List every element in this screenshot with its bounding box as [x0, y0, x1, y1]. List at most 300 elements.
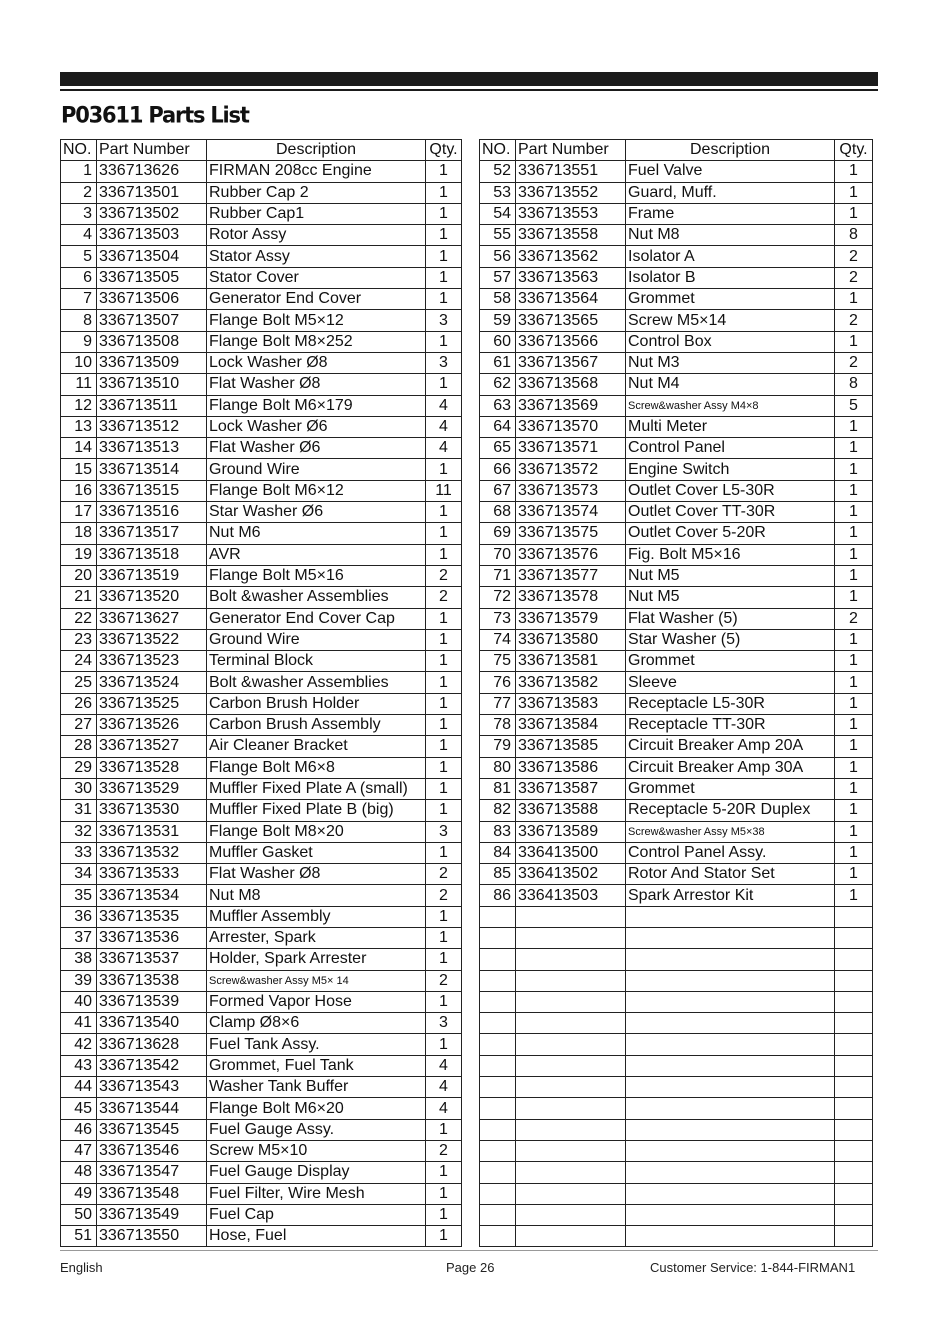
table-row [61, 438, 462, 459]
row-part-number: 336713527 [97, 736, 207, 757]
row-no [480, 1119, 516, 1140]
row-part-number: 336713536 [97, 927, 207, 948]
table-row [480, 608, 873, 629]
table-row [61, 991, 462, 1012]
row-part-number: 336713577 [516, 565, 626, 586]
row-no: 67 [480, 480, 516, 501]
row-description: Nut M8 [626, 225, 835, 246]
table-row [480, 1162, 873, 1183]
row-description [626, 906, 835, 927]
row-description: Outlet Cover 5-20R [626, 523, 835, 544]
table-row [480, 544, 873, 565]
row-qty: 1 [426, 331, 462, 352]
row-no: 43 [61, 1055, 97, 1076]
row-qty: 3 [426, 821, 462, 842]
row-part-number: 336413502 [516, 864, 626, 885]
row-no [480, 949, 516, 970]
row-no: 25 [61, 672, 97, 693]
row-no: 21 [61, 587, 97, 608]
row-no: 1 [61, 161, 97, 182]
table-row [480, 672, 873, 693]
row-part-number [516, 1055, 626, 1076]
row-qty: 1 [835, 842, 873, 863]
row-qty: 1 [426, 736, 462, 757]
table-row [61, 651, 462, 672]
row-qty: 2 [835, 352, 873, 373]
row-no: 62 [480, 374, 516, 395]
table-row [480, 1119, 873, 1140]
row-description: Muffler Assembly [207, 906, 426, 927]
row-part-number: 336713528 [97, 757, 207, 778]
row-no: 51 [61, 1226, 97, 1247]
row-description: Generator End Cover Cap [207, 608, 426, 629]
row-qty: 8 [835, 374, 873, 395]
parts-table-right [479, 139, 873, 1247]
row-qty: 3 [426, 1013, 462, 1034]
table-row [480, 480, 873, 501]
row-description: Lock Washer Ø6 [207, 416, 426, 437]
row-no: 86 [480, 885, 516, 906]
row-no: 33 [61, 842, 97, 863]
row-qty: 1 [426, 267, 462, 288]
table-row [480, 203, 873, 224]
row-part-number: 336713569 [516, 395, 626, 416]
row-part-number: 336713570 [516, 416, 626, 437]
row-description: Rubber Cap1 [207, 203, 426, 224]
row-qty: 1 [835, 778, 873, 799]
row-qty: 1 [426, 1183, 462, 1204]
table-row [61, 374, 462, 395]
row-qty: 1 [835, 203, 873, 224]
row-no: 38 [61, 949, 97, 970]
row-description: Flat Washer Ø8 [207, 864, 426, 885]
row-no: 24 [61, 651, 97, 672]
row-no: 82 [480, 800, 516, 821]
table-row [61, 544, 462, 565]
row-no: 46 [61, 1119, 97, 1140]
table-row [61, 565, 462, 586]
row-no: 81 [480, 778, 516, 799]
row-part-number: 336713568 [516, 374, 626, 395]
row-no: 19 [61, 544, 97, 565]
row-no: 28 [61, 736, 97, 757]
row-part-number: 336713537 [97, 949, 207, 970]
table-row [61, 480, 462, 501]
row-qty: 1 [426, 693, 462, 714]
table-row [480, 1098, 873, 1119]
row-qty: 1 [835, 331, 873, 352]
row-no: 22 [61, 608, 97, 629]
row-description: Receptacle L5-30R [626, 693, 835, 714]
row-description: Receptacle 5-20R Duplex [626, 800, 835, 821]
table-row [61, 736, 462, 757]
table-row [61, 289, 462, 310]
row-qty: 1 [426, 629, 462, 650]
table-row [61, 1204, 462, 1225]
table-row [61, 395, 462, 416]
row-description: Air Cleaner Bracket [207, 736, 426, 757]
row-no: 32 [61, 821, 97, 842]
table-row [61, 757, 462, 778]
row-no [480, 1162, 516, 1183]
row-qty: 1 [426, 906, 462, 927]
row-description: Muffler Fixed Plate B (big) [207, 800, 426, 821]
row-qty [835, 1140, 873, 1161]
row-qty: 1 [426, 374, 462, 395]
row-part-number [516, 1098, 626, 1119]
row-no: 72 [480, 587, 516, 608]
row-no: 55 [480, 225, 516, 246]
row-part-number: 336713514 [97, 459, 207, 480]
table-header-row [61, 140, 462, 161]
row-no: 79 [480, 736, 516, 757]
row-qty: 11 [426, 480, 462, 501]
row-description: Screw&washer Assy M5× 14 [207, 970, 426, 991]
row-no: 41 [61, 1013, 97, 1034]
row-qty [835, 1183, 873, 1204]
row-no: 40 [61, 991, 97, 1012]
row-no: 74 [480, 629, 516, 650]
row-description: Muffler Gasket [207, 842, 426, 863]
row-no: 56 [480, 246, 516, 267]
row-no: 45 [61, 1098, 97, 1119]
row-qty: 1 [426, 651, 462, 672]
row-description: Outlet Cover TT-30R [626, 502, 835, 523]
table-row [480, 927, 873, 948]
row-qty: 5 [835, 395, 873, 416]
row-description: Fuel Filter, Wire Mesh [207, 1183, 426, 1204]
row-description: Ground Wire [207, 629, 426, 650]
row-part-number: 336713512 [97, 416, 207, 437]
row-qty: 1 [426, 757, 462, 778]
row-part-number: 336413503 [516, 885, 626, 906]
row-qty [835, 970, 873, 991]
row-qty: 4 [426, 416, 462, 437]
row-part-number: 336713505 [97, 267, 207, 288]
row-qty: 1 [426, 672, 462, 693]
row-no: 70 [480, 544, 516, 565]
table-row [61, 949, 462, 970]
table-row [61, 842, 462, 863]
row-qty: 1 [426, 161, 462, 182]
table-row [61, 885, 462, 906]
row-description: Flange Bolt M6×8 [207, 757, 426, 778]
row-description: FIRMAN 208cc Engine [207, 161, 426, 182]
row-no: 34 [61, 864, 97, 885]
row-description [626, 949, 835, 970]
row-part-number: 336713574 [516, 502, 626, 523]
table-row [61, 1226, 462, 1247]
row-no: 3 [61, 203, 97, 224]
row-qty [835, 906, 873, 927]
row-part-number: 336713575 [516, 523, 626, 544]
table-row [61, 608, 462, 629]
row-qty: 2 [426, 565, 462, 586]
row-part-number: 336713519 [97, 565, 207, 586]
table-row [480, 821, 873, 842]
row-description [626, 1077, 835, 1098]
row-no: 65 [480, 438, 516, 459]
row-description: Ground Wire [207, 459, 426, 480]
table-row [480, 587, 873, 608]
row-description [626, 927, 835, 948]
row-no: 68 [480, 502, 516, 523]
row-description: Grommet [626, 289, 835, 310]
row-part-number: 336713562 [516, 246, 626, 267]
row-description: Grommet [626, 651, 835, 672]
row-part-number: 336713553 [516, 203, 626, 224]
row-no [480, 1013, 516, 1034]
row-qty: 1 [835, 864, 873, 885]
row-part-number: 336713578 [516, 587, 626, 608]
row-description: Washer Tank Buffer [207, 1077, 426, 1098]
row-qty: 3 [426, 352, 462, 373]
row-description: Screw&washer Assy M5×38 [626, 821, 835, 842]
row-description: Fuel Cap [207, 1204, 426, 1225]
row-no: 39 [61, 970, 97, 991]
row-no: 54 [480, 203, 516, 224]
row-part-number: 336713584 [516, 715, 626, 736]
row-description: Grommet, Fuel Tank [207, 1055, 426, 1076]
row-part-number: 336713587 [516, 778, 626, 799]
table-row [480, 310, 873, 331]
row-description: Control Panel Assy. [626, 842, 835, 863]
row-part-number [516, 927, 626, 948]
table-row [61, 331, 462, 352]
footer-page-number: Page 26 [446, 1260, 495, 1275]
row-description [626, 1162, 835, 1183]
table-row [480, 800, 873, 821]
table-row [480, 565, 873, 586]
table-row [61, 523, 462, 544]
row-part-number [516, 906, 626, 927]
row-qty [835, 1077, 873, 1098]
row-part-number: 336713538 [97, 970, 207, 991]
table-row [480, 523, 873, 544]
row-description: Isolator B [626, 267, 835, 288]
row-qty [835, 991, 873, 1012]
row-part-number: 336713551 [516, 161, 626, 182]
row-description: Nut M8 [207, 885, 426, 906]
row-description: Fig. Bolt M5×16 [626, 544, 835, 565]
header-qty: Qty. [835, 140, 873, 161]
row-description: Flange Bolt M6×20 [207, 1098, 426, 1119]
row-description: Hose, Fuel [207, 1226, 426, 1247]
row-part-number: 336713588 [516, 800, 626, 821]
row-qty: 2 [835, 267, 873, 288]
row-no: 80 [480, 757, 516, 778]
row-qty: 4 [426, 1098, 462, 1119]
row-part-number: 336713580 [516, 629, 626, 650]
table-row [480, 1055, 873, 1076]
row-no: 9 [61, 331, 97, 352]
row-part-number: 336713563 [516, 267, 626, 288]
row-part-number [516, 1226, 626, 1247]
row-part-number: 336713518 [97, 544, 207, 565]
row-qty: 1 [426, 502, 462, 523]
page-title: P03611 Parts List [61, 102, 249, 128]
table-row [61, 310, 462, 331]
table-row [480, 651, 873, 672]
row-description: Nut M6 [207, 523, 426, 544]
row-description: AVR [207, 544, 426, 565]
row-part-number: 336713532 [97, 842, 207, 863]
table-row [61, 1013, 462, 1034]
row-description [626, 1055, 835, 1076]
row-no: 48 [61, 1162, 97, 1183]
row-qty: 1 [426, 203, 462, 224]
table-row [61, 778, 462, 799]
table-row [61, 927, 462, 948]
row-qty: 1 [426, 1226, 462, 1247]
row-description: Formed Vapor Hose [207, 991, 426, 1012]
row-qty: 4 [426, 1055, 462, 1076]
row-part-number: 336713508 [97, 331, 207, 352]
row-part-number: 336713523 [97, 651, 207, 672]
table-row [61, 416, 462, 437]
row-part-number: 336713583 [516, 693, 626, 714]
table-row [480, 289, 873, 310]
table-row [480, 267, 873, 288]
footer-customer-service: Customer Service: 1-844-FIRMAN1 [650, 1260, 856, 1275]
table-row [480, 416, 873, 437]
row-part-number: 336713540 [97, 1013, 207, 1034]
header-part-number: Part Number [516, 140, 626, 161]
row-part-number: 336713525 [97, 693, 207, 714]
row-qty: 1 [426, 1034, 462, 1055]
row-qty: 1 [426, 246, 462, 267]
row-part-number: 336713585 [516, 736, 626, 757]
table-row [480, 374, 873, 395]
table-row [480, 715, 873, 736]
row-qty: 1 [835, 629, 873, 650]
row-part-number: 336713579 [516, 608, 626, 629]
row-description: Sleeve [626, 672, 835, 693]
row-qty: 4 [426, 438, 462, 459]
row-qty: 2 [426, 885, 462, 906]
row-no: 2 [61, 182, 97, 203]
row-description: Circuit Breaker Amp 30A [626, 757, 835, 778]
row-part-number: 336713516 [97, 502, 207, 523]
row-part-number [516, 1162, 626, 1183]
row-qty: 1 [835, 182, 873, 203]
row-part-number: 336713628 [97, 1034, 207, 1055]
row-description [626, 1140, 835, 1161]
row-qty: 1 [835, 587, 873, 608]
row-no: 60 [480, 331, 516, 352]
row-description: Screw&washer Assy M4×8 [626, 395, 835, 416]
row-qty: 1 [835, 459, 873, 480]
row-no: 20 [61, 565, 97, 586]
row-part-number: 336713520 [97, 587, 207, 608]
row-no: 76 [480, 672, 516, 693]
row-part-number: 336713549 [97, 1204, 207, 1225]
row-description: Screw M5×10 [207, 1140, 426, 1161]
table-row [61, 864, 462, 885]
row-description: Isolator A [626, 246, 835, 267]
row-part-number: 336713533 [97, 864, 207, 885]
row-part-number: 336713502 [97, 203, 207, 224]
row-description [626, 1226, 835, 1247]
table-row [480, 970, 873, 991]
row-part-number: 336713531 [97, 821, 207, 842]
row-qty: 1 [835, 885, 873, 906]
row-part-number: 336713539 [97, 991, 207, 1012]
row-no: 37 [61, 927, 97, 948]
row-qty [835, 1098, 873, 1119]
table-row [61, 246, 462, 267]
row-qty: 1 [835, 693, 873, 714]
row-description: Receptacle TT-30R [626, 715, 835, 736]
row-part-number [516, 1183, 626, 1204]
row-qty: 1 [835, 715, 873, 736]
row-part-number: 336713627 [97, 608, 207, 629]
row-part-number: 336713589 [516, 821, 626, 842]
row-qty: 1 [426, 927, 462, 948]
row-part-number: 336713524 [97, 672, 207, 693]
row-part-number: 336713522 [97, 629, 207, 650]
row-part-number: 336713511 [97, 395, 207, 416]
row-part-number [516, 1034, 626, 1055]
row-no: 63 [480, 395, 516, 416]
row-part-number: 336713564 [516, 289, 626, 310]
table-row [61, 672, 462, 693]
row-qty: 2 [835, 608, 873, 629]
row-no [480, 1055, 516, 1076]
row-description: Flat Washer Ø6 [207, 438, 426, 459]
table-row [61, 821, 462, 842]
row-description: Flat Washer (5) [626, 608, 835, 629]
row-no: 42 [61, 1034, 97, 1055]
row-part-number: 336713566 [516, 331, 626, 352]
row-qty: 1 [835, 736, 873, 757]
row-description: Fuel Tank Assy. [207, 1034, 426, 1055]
row-qty: 2 [426, 970, 462, 991]
row-part-number: 336713548 [97, 1183, 207, 1204]
row-no: 73 [480, 608, 516, 629]
table-row [480, 842, 873, 863]
row-description: Clamp Ø8×6 [207, 1013, 426, 1034]
row-part-number: 336713543 [97, 1077, 207, 1098]
header-description: Description [207, 140, 426, 161]
row-qty: 1 [426, 1162, 462, 1183]
row-qty: 1 [835, 800, 873, 821]
row-description: Fuel Gauge Assy. [207, 1119, 426, 1140]
table-row [480, 736, 873, 757]
header-no: NO. [480, 140, 516, 161]
row-qty: 1 [835, 757, 873, 778]
row-part-number: 336713576 [516, 544, 626, 565]
row-no [480, 1183, 516, 1204]
row-description: Flange Bolt M6×179 [207, 395, 426, 416]
row-qty: 1 [426, 608, 462, 629]
row-description [626, 1183, 835, 1204]
row-qty [835, 949, 873, 970]
row-part-number: 336713506 [97, 289, 207, 310]
row-qty [835, 1119, 873, 1140]
table-row [61, 715, 462, 736]
row-part-number: 336713517 [97, 523, 207, 544]
row-part-number [516, 949, 626, 970]
row-no [480, 1204, 516, 1225]
row-no: 17 [61, 502, 97, 523]
table-row [61, 502, 462, 523]
parts-table-right-body [480, 161, 873, 1247]
row-no: 7 [61, 289, 97, 310]
row-part-number: 336713503 [97, 225, 207, 246]
row-qty [835, 927, 873, 948]
row-no: 47 [61, 1140, 97, 1161]
